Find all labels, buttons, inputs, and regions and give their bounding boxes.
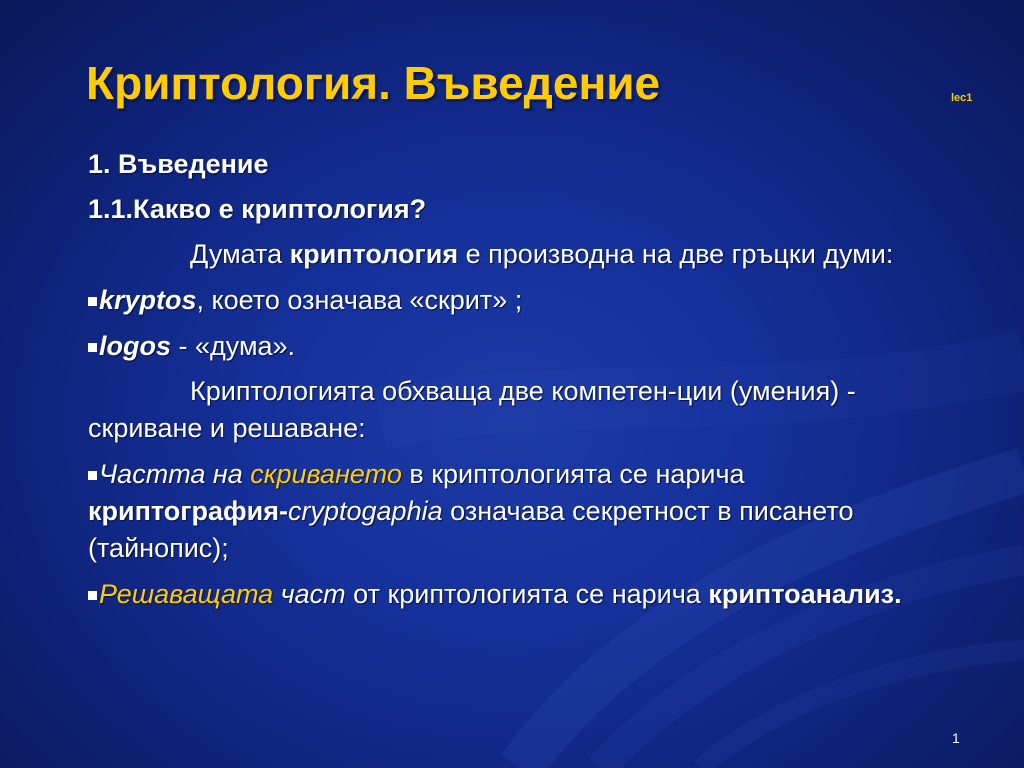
bullet-cryptanalysis-text: от криптологията се нарича [345,579,709,609]
bullet-cryptanalysis-highlight: Решаващата [99,579,274,609]
bullet-cryptography-term: криптография- [88,496,288,526]
slide-body [88,146,948,613]
slide-number: 1 [952,730,960,746]
bullet-logos [88,328,948,365]
slide-tag: lec1 [951,92,973,104]
paragraph-word-origin-pre: Думата [190,239,290,269]
paragraph-competencies: Криптологията обхваща две компетен-ции (умения) - скриване и решаване: [88,376,856,443]
bullet-cryptography-text-1: в криптологията се нарича [401,459,745,489]
paragraph-word-origin-post: е производна на две гръцки думи: [458,239,894,269]
paragraph-word-origin-term: криптология [289,239,459,269]
square-bullet-icon [88,471,97,480]
paragraph-word-origin [88,236,948,273]
heading-introduction: 1. Въведение [88,149,269,179]
heading-what-is-cryptology: 1.1.Какво е криптология? [88,194,427,224]
square-bullet-icon [88,343,97,352]
bullet-kryptos [88,282,948,319]
bullet-logos-term: logos [99,331,171,361]
bullet-cryptography-latin: cryptogaphia [288,496,443,526]
bullet-kryptos-text: , което означава «скрит» ; [196,285,523,315]
bullet-cryptanalysis [88,576,948,613]
square-bullet-icon [88,591,97,600]
slide-title: Криптология. Въведение [86,57,661,109]
bullet-cryptography [88,456,948,567]
bullet-cryptanalysis-term: криптоанализ. [708,579,902,609]
bullet-cryptography-text-2: означава секретност в писането (тайнопис); [88,496,854,563]
bullet-kryptos-term: kryptos [99,285,197,315]
square-bullet-icon [88,297,97,306]
bullet-cryptography-lead: Частта на [99,459,251,489]
bullet-cryptography-highlight: скриването [250,459,402,489]
bullet-cryptanalysis-italic: част [273,579,346,609]
bullet-logos-text: - «дума». [171,331,296,361]
